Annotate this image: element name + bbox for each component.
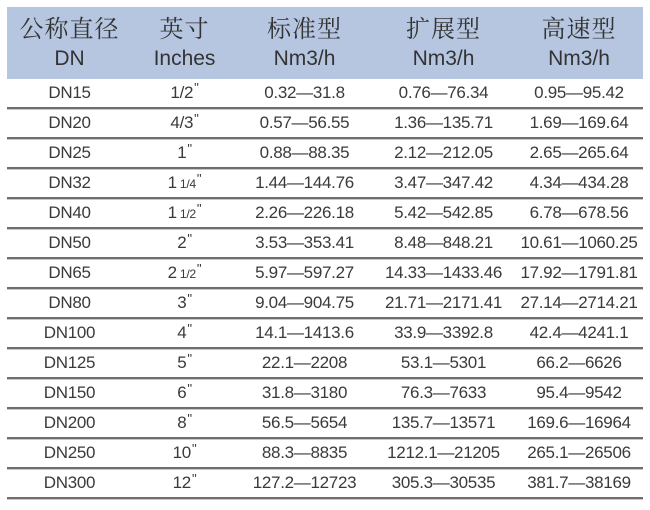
table-body bbox=[7, 79, 643, 499]
standard-range-value: 9.04—904.75 bbox=[255, 293, 354, 312]
inches-cell bbox=[132, 169, 237, 199]
extended-cell bbox=[372, 349, 515, 379]
inch-double-prime: " bbox=[194, 80, 199, 96]
inch-main-value: 2 bbox=[167, 263, 177, 282]
high-speed-range-value: 17.92—1791.81 bbox=[520, 263, 638, 282]
standard-cell bbox=[237, 169, 372, 199]
inch-fraction-value: 1/2 bbox=[179, 267, 196, 281]
header-inches-sub: Inches bbox=[153, 47, 216, 70]
inches-cell bbox=[132, 379, 237, 409]
high-speed-range-value: 2.65—265.64 bbox=[529, 143, 629, 162]
dn-cell bbox=[7, 199, 132, 229]
standard-range-value: 127.2—12723 bbox=[252, 473, 357, 492]
inches-cell bbox=[132, 109, 237, 139]
table-row bbox=[7, 319, 643, 349]
table-row bbox=[7, 349, 643, 379]
standard-range-value: 2.26—226.18 bbox=[255, 203, 354, 222]
standard-cell bbox=[237, 79, 372, 109]
standard-range-value: 14.1—1413.6 bbox=[255, 323, 354, 342]
standard-range-value: 0.88—88.35 bbox=[259, 143, 350, 162]
high-speed-range-value: 381.7—38169 bbox=[527, 473, 631, 492]
table-row bbox=[7, 259, 643, 289]
extended-range-value: 135.7—13571 bbox=[391, 413, 496, 432]
dn-cell bbox=[7, 109, 132, 139]
inches-cell bbox=[132, 259, 237, 289]
table-row bbox=[7, 469, 643, 499]
flow-rate-table bbox=[7, 7, 643, 499]
header-high-speed-sub: Nm3/h bbox=[548, 47, 610, 70]
inch-main-value: 3 bbox=[177, 293, 187, 312]
extended-cell bbox=[372, 139, 515, 169]
inch-main-value: 10 bbox=[172, 443, 191, 462]
standard-cell bbox=[237, 439, 372, 469]
dn-value: DN150 bbox=[43, 383, 96, 402]
extended-cell bbox=[372, 289, 515, 319]
standard-cell bbox=[237, 379, 372, 409]
table-row bbox=[7, 439, 643, 469]
extended-range-value: 76.3—7633 bbox=[400, 383, 487, 402]
extended-range-value: 3.47—347.42 bbox=[394, 173, 493, 192]
table-row bbox=[7, 79, 643, 109]
inch-main-value: 1 bbox=[177, 143, 187, 162]
inch-double-prime: " bbox=[187, 320, 192, 336]
dn-value: DN80 bbox=[48, 293, 91, 312]
table-row bbox=[7, 229, 643, 259]
inches-cell bbox=[132, 79, 237, 109]
high-speed-cell bbox=[515, 139, 643, 169]
header-inches-title: 英寸 bbox=[159, 16, 210, 43]
inch-main-value: 6 bbox=[177, 383, 187, 402]
inches-cell bbox=[132, 439, 237, 469]
inch-main-value: 4 bbox=[177, 323, 187, 342]
dn-cell bbox=[7, 319, 132, 349]
inch-double-prime: " bbox=[196, 200, 202, 216]
dn-value: DN50 bbox=[48, 233, 91, 252]
dn-value: DN25 bbox=[48, 143, 91, 162]
inch-double-prime: " bbox=[191, 470, 197, 486]
standard-range-value: 0.57—56.55 bbox=[259, 113, 350, 132]
inch-main-value: 2 bbox=[177, 233, 187, 252]
header-extended-title: 扩展型 bbox=[406, 16, 481, 43]
high-speed-cell bbox=[515, 439, 643, 469]
standard-cell bbox=[237, 199, 372, 229]
dn-cell bbox=[7, 379, 132, 409]
inches-cell bbox=[132, 319, 237, 349]
dn-value: DN65 bbox=[48, 263, 91, 282]
standard-cell bbox=[237, 289, 372, 319]
inches-cell bbox=[132, 349, 237, 379]
standard-range-value: 56.5—5654 bbox=[261, 413, 348, 432]
extended-range-value: 53.1—5301 bbox=[400, 353, 487, 372]
inch-main-value: 8 bbox=[177, 413, 187, 432]
dn-value: DN250 bbox=[43, 443, 96, 462]
high-speed-cell bbox=[515, 469, 643, 499]
standard-range-value: 1.44—144.76 bbox=[255, 173, 354, 192]
standard-range-value: 0.32—31.8 bbox=[264, 82, 345, 102]
standard-cell bbox=[237, 319, 372, 349]
inch-double-prime: " bbox=[187, 230, 192, 246]
header-col-inches bbox=[132, 7, 237, 79]
standard-cell bbox=[237, 409, 372, 439]
high-speed-range-value: 10.61—1060.25 bbox=[520, 233, 638, 252]
inch-double-prime: " bbox=[196, 170, 202, 186]
high-speed-cell bbox=[515, 379, 643, 409]
dn-value: DN300 bbox=[43, 473, 96, 492]
extended-range-value: 305.3—30535 bbox=[391, 473, 496, 492]
dn-cell bbox=[7, 469, 132, 499]
dn-cell bbox=[7, 79, 132, 109]
dn-cell bbox=[7, 169, 132, 199]
standard-cell bbox=[237, 259, 372, 289]
extended-cell bbox=[372, 379, 515, 409]
extended-range-value: 21.71—2171.41 bbox=[384, 293, 503, 312]
dn-cell bbox=[7, 229, 132, 259]
standard-range-value: 3.53—353.41 bbox=[255, 233, 354, 252]
extended-range-value: 2.12—212.05 bbox=[394, 143, 493, 162]
extended-cell bbox=[372, 409, 515, 439]
inches-cell bbox=[132, 469, 237, 499]
high-speed-range-value: 0.95—95.42 bbox=[534, 82, 624, 102]
extended-cell bbox=[372, 259, 515, 289]
dn-value: DN40 bbox=[48, 203, 91, 222]
high-speed-cell bbox=[515, 349, 643, 379]
dn-value: DN32 bbox=[48, 173, 91, 192]
standard-cell bbox=[237, 109, 372, 139]
dn-value: DN125 bbox=[43, 353, 96, 372]
inch-double-prime: " bbox=[187, 410, 192, 426]
extended-cell bbox=[372, 199, 515, 229]
inch-double-prime: " bbox=[194, 110, 199, 126]
extended-range-value: 0.76—76.34 bbox=[398, 82, 489, 102]
inch-main-value: 1 bbox=[167, 173, 177, 192]
extended-range-value: 14.33—1433.46 bbox=[384, 263, 503, 282]
dn-value: DN15 bbox=[48, 82, 91, 102]
inches-cell bbox=[132, 229, 237, 259]
inch-main-value: 5 bbox=[177, 353, 187, 372]
inch-fraction-value: 1/4 bbox=[179, 177, 196, 191]
header-high-speed-title: 高速型 bbox=[541, 16, 617, 43]
high-speed-cell bbox=[515, 409, 643, 439]
header-col-high-speed bbox=[515, 7, 643, 79]
dn-cell bbox=[7, 259, 132, 289]
high-speed-cell bbox=[515, 79, 643, 109]
high-speed-range-value: 265.1—26506 bbox=[527, 443, 631, 462]
high-speed-cell bbox=[515, 109, 643, 139]
high-speed-range-value: 27.14—2714.21 bbox=[520, 293, 638, 312]
standard-range-value: 5.97—597.27 bbox=[255, 263, 354, 282]
high-speed-range-value: 169.6—16964 bbox=[527, 413, 631, 432]
high-speed-cell bbox=[515, 319, 643, 349]
high-speed-cell bbox=[515, 169, 643, 199]
header-standard-title: 标准型 bbox=[267, 16, 342, 43]
high-speed-range-value: 66.2—6626 bbox=[536, 353, 622, 372]
standard-cell bbox=[237, 469, 372, 499]
extended-cell bbox=[372, 319, 515, 349]
extended-cell bbox=[372, 469, 515, 499]
standard-cell bbox=[237, 139, 372, 169]
inches-cell bbox=[132, 199, 237, 229]
high-speed-range-value: 4.34—434.28 bbox=[529, 173, 629, 192]
header-standard-sub: Nm3/h bbox=[273, 47, 336, 70]
extended-cell bbox=[372, 79, 515, 109]
high-speed-range-value: 42.4—4241.1 bbox=[529, 323, 629, 342]
inch-main-value: 1/2 bbox=[170, 82, 194, 102]
inch-double-prime: " bbox=[196, 260, 202, 276]
extended-range-value: 5.42—542.85 bbox=[394, 203, 493, 222]
table-row bbox=[7, 139, 643, 169]
dn-cell bbox=[7, 349, 132, 379]
inch-double-prime: " bbox=[187, 350, 192, 366]
header-col-extended bbox=[372, 7, 515, 79]
table-header bbox=[7, 7, 643, 79]
inch-fraction-value: 1/2 bbox=[179, 207, 196, 221]
dn-value: DN100 bbox=[43, 323, 96, 342]
spec-table bbox=[7, 7, 643, 500]
table-row bbox=[7, 379, 643, 409]
inch-double-prime: " bbox=[187, 380, 192, 396]
dn-value: DN20 bbox=[48, 113, 91, 132]
inch-double-prime: " bbox=[191, 440, 197, 456]
high-speed-cell bbox=[515, 199, 643, 229]
extended-cell bbox=[372, 229, 515, 259]
extended-range-value: 1212.1—21205 bbox=[387, 443, 500, 462]
inches-cell bbox=[132, 289, 237, 319]
high-speed-cell bbox=[515, 229, 643, 259]
inches-cell bbox=[132, 409, 237, 439]
extended-range-value: 8.48—848.21 bbox=[394, 233, 493, 252]
standard-cell bbox=[237, 349, 372, 379]
inch-double-prime: " bbox=[187, 140, 192, 156]
inch-main-value: 1 bbox=[167, 203, 177, 222]
dn-value: DN200 bbox=[43, 413, 96, 432]
extended-cell bbox=[372, 109, 515, 139]
table-row bbox=[7, 169, 643, 199]
table-row bbox=[7, 199, 643, 229]
high-speed-cell bbox=[515, 259, 643, 289]
header-dn-sub: DN bbox=[54, 47, 85, 70]
high-speed-range-value: 95.4—9542 bbox=[536, 383, 622, 402]
high-speed-range-value: 1.69—169.64 bbox=[529, 113, 629, 132]
standard-range-value: 31.8—3180 bbox=[261, 383, 348, 402]
extended-range-value: 1.36—135.71 bbox=[394, 113, 493, 132]
table-row bbox=[7, 409, 643, 439]
dn-cell bbox=[7, 289, 132, 319]
inches-cell bbox=[132, 139, 237, 169]
dn-cell bbox=[7, 139, 132, 169]
table-row bbox=[7, 289, 643, 319]
standard-range-value: 88.3—8835 bbox=[261, 443, 348, 462]
extended-cell bbox=[372, 169, 515, 199]
inch-double-prime: " bbox=[187, 290, 192, 306]
header-col-dn bbox=[7, 7, 132, 79]
extended-cell bbox=[372, 439, 515, 469]
inch-main-value: 4/3 bbox=[170, 113, 194, 132]
dn-cell bbox=[7, 439, 132, 469]
standard-cell bbox=[237, 229, 372, 259]
header-col-standard bbox=[237, 7, 372, 79]
high-speed-range-value: 6.78—678.56 bbox=[529, 203, 629, 222]
extended-range-value: 33.9—3392.8 bbox=[394, 323, 493, 342]
header-extended-sub: Nm3/h bbox=[412, 47, 475, 70]
header-row bbox=[7, 7, 643, 79]
table-row bbox=[7, 109, 643, 139]
header-dn-title: 公称直径 bbox=[19, 16, 120, 43]
standard-range-value: 22.1—2208 bbox=[261, 353, 348, 372]
high-speed-cell bbox=[515, 289, 643, 319]
inch-main-value: 12 bbox=[172, 473, 191, 492]
dn-cell bbox=[7, 409, 132, 439]
